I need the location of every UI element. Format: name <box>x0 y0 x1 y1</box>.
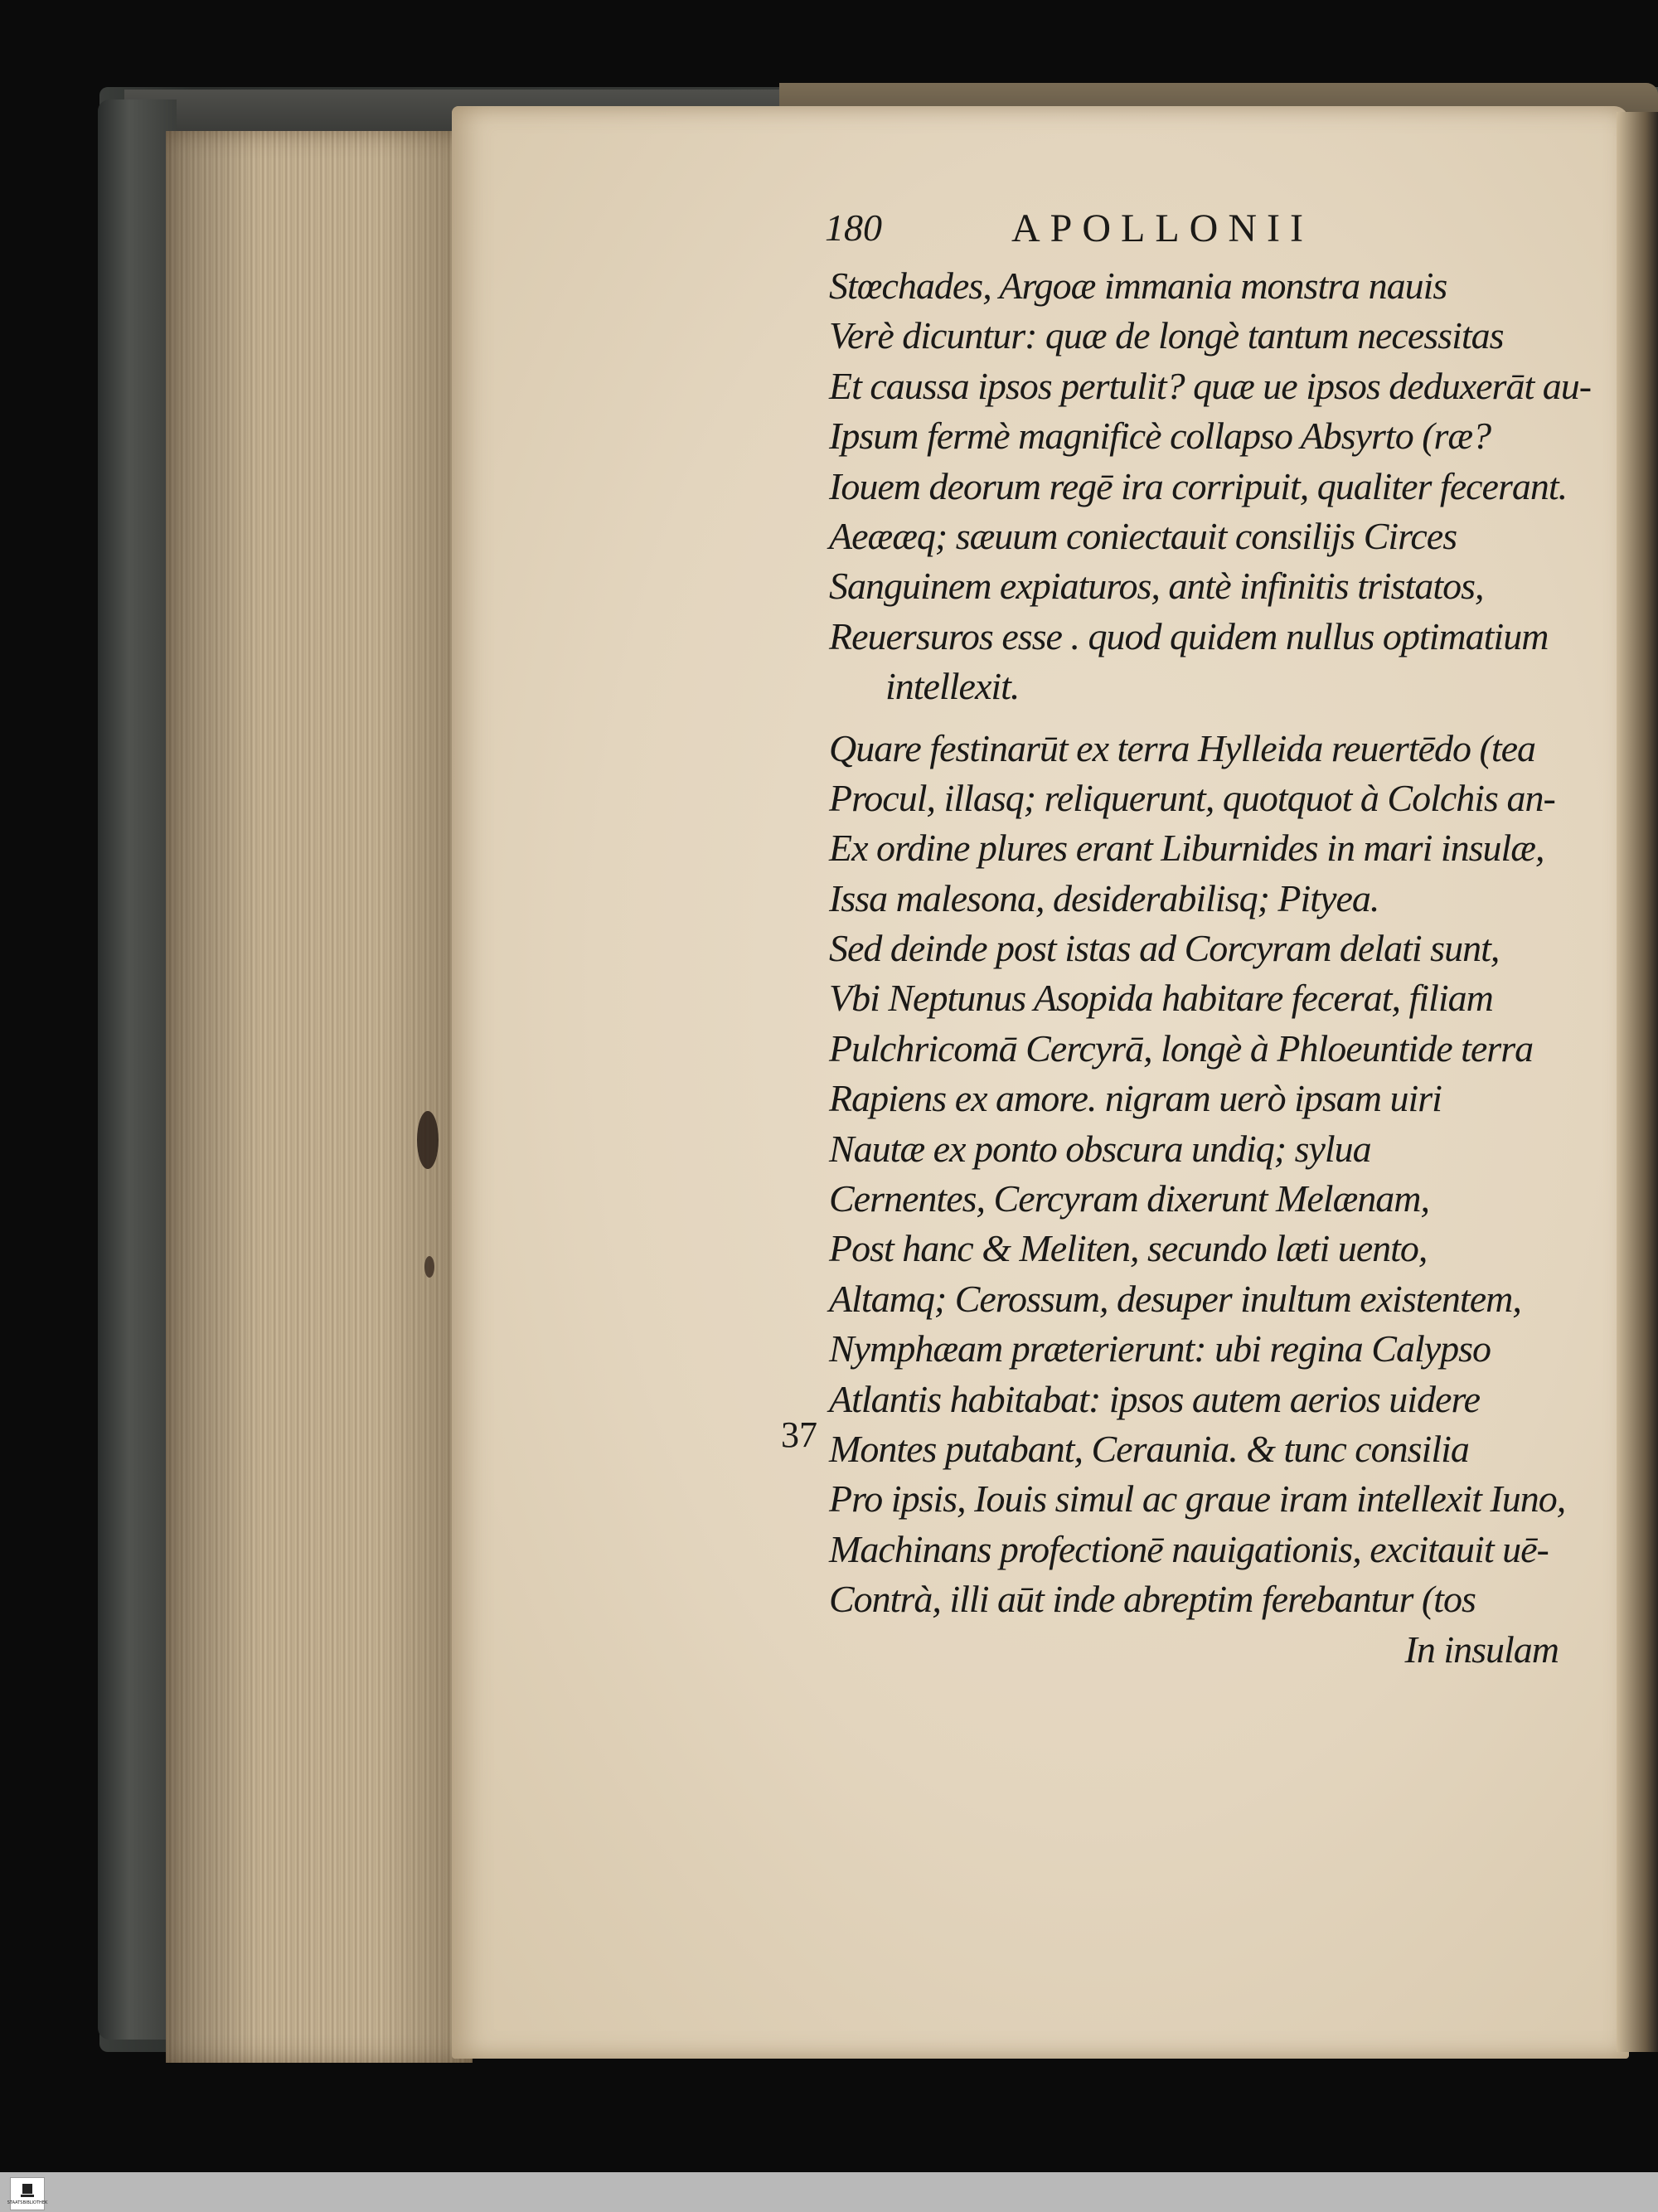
text-line: Machinans profectionē nauigationis, excitauit uē- <box>829 1527 1549 1570</box>
library-logo-icon[interactable] <box>7 2177 48 2210</box>
page-gutter <box>1617 112 1658 2052</box>
text-line: Post hanc & Meliten, secundo læti uento, <box>829 1227 1428 1270</box>
text-line: Sanguinem expiaturos, antè infinitis tristatos, <box>829 565 1484 608</box>
text-line: Ex ordine plures erant Liburnides in mari insulæ, <box>829 827 1544 870</box>
running-head: APOLLONII <box>1011 206 1313 250</box>
text-line: Et caussa ipsos pertulit? quæ ue ipsos deduxerāt au- <box>829 364 1592 407</box>
page-number: 180 <box>825 206 882 249</box>
text-line: Ipsum fermè magnificè collapso Absyrto (ræ? <box>829 415 1491 458</box>
page-edges-shade <box>166 131 473 2063</box>
page-header <box>825 206 1554 264</box>
text-line: Cernentes, Cercyram dixerunt Melænam, <box>829 1177 1429 1220</box>
text-line: Verè dicuntur: quæ de longè tantum necessitas <box>829 314 1504 357</box>
text-line: Reuersuros esse . quod quidem nullus optimatium <box>829 614 1549 657</box>
text-line: Pulchricomā Cercyrā, longè à Phloeuntide terra <box>829 1026 1534 1070</box>
text-line: Rapiens ex amore. nigram uerò ipsam uiri <box>829 1077 1442 1120</box>
text-line: Aeææq; sæuum coniectauit consilijs Circes <box>829 514 1457 557</box>
verse-text <box>829 261 1592 1675</box>
ink-stain <box>417 1111 439 1169</box>
text-line: Sed deinde post istas ad Corcyram delati sunt, <box>829 927 1500 970</box>
text-line: Procul, illasq; reliquerunt, quotquot à Colchis an- <box>829 776 1555 819</box>
ink-stain-small <box>424 1256 434 1278</box>
text-line: Stœchades, Argoæ immania monstra nauis <box>829 264 1447 307</box>
viewer-footer-bar <box>0 2172 1658 2212</box>
text-line: Nymphæam præterierunt: ubi regina Calypso <box>829 1327 1491 1370</box>
text-line: Iouem deorum regē ira corripuit, qualiter fecerant. <box>829 464 1568 507</box>
catchword: In insulam <box>1404 1627 1559 1671</box>
cover-spine <box>98 99 177 2040</box>
text-line: Vbi Neptunus Asopida habitare fecerat, filiam <box>829 977 1493 1020</box>
text-line: Pro ipsis, Iouis simul ac graue iram intellexit Iuno, <box>829 1477 1566 1521</box>
text-line: Altamq; Cerossum, desuper inultum existentem, <box>829 1277 1521 1320</box>
text-line: Issa malesona, desiderabilisq; Pityea. <box>829 876 1379 919</box>
text-line: Montes putabant, Ceraunia. & tunc consilia <box>829 1427 1469 1470</box>
text-line: Atlantis habitabat: ipsos autem aerios uidere <box>829 1377 1481 1420</box>
text-line: intellexit. <box>885 665 1020 708</box>
text-line: Nautæ ex ponto obscura undiq; sylua <box>829 1127 1371 1170</box>
library-logo-graphic <box>7 2180 48 2207</box>
library-logo-text: STAATSBIBLIOTHEK <box>7 2200 48 2205</box>
margin-number: 37 <box>781 1414 817 1455</box>
text-line: Contrà, illi aūt inde abreptim ferebantur (tos <box>829 1578 1476 1621</box>
text-line: Quare festinarūt ex terra Hylleida reuertēdo (tea <box>829 726 1536 769</box>
